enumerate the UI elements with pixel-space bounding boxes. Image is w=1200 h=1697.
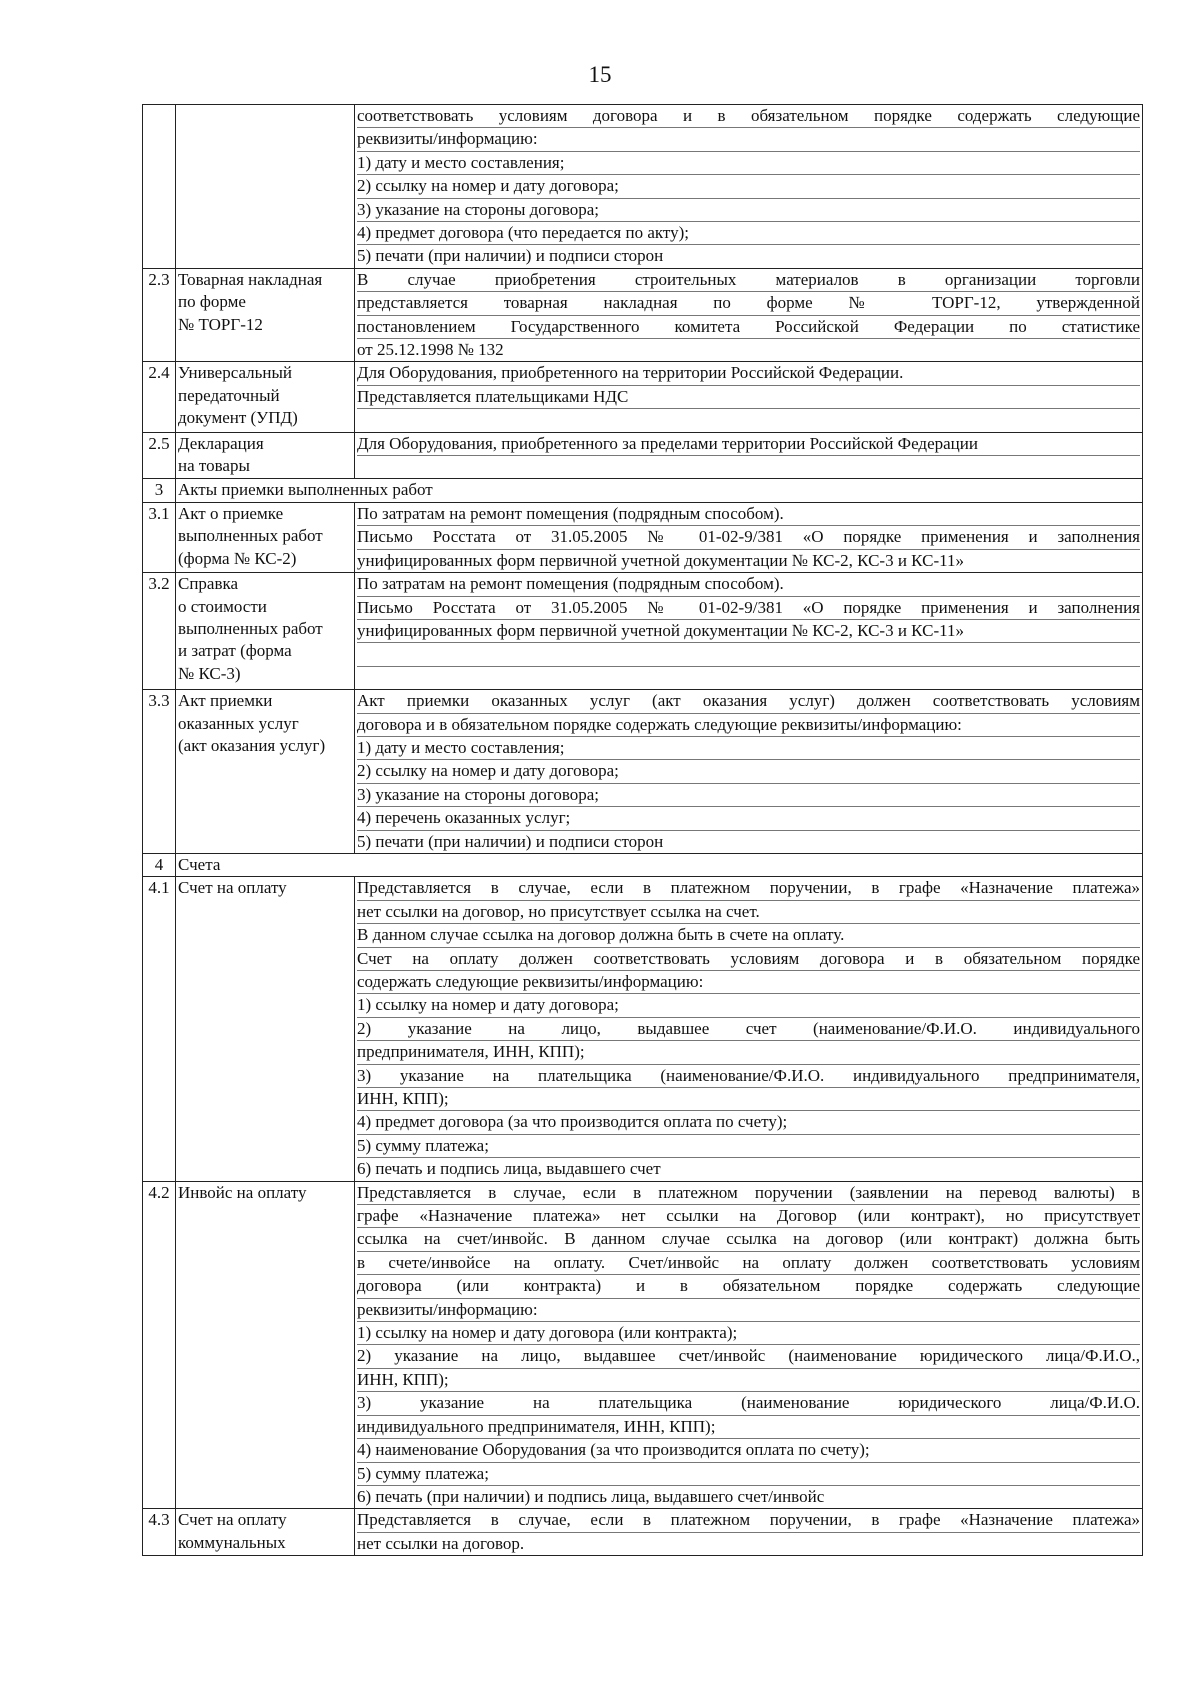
requirement-line: 2) ссылку на номер и дату договора; (357, 760, 1140, 783)
requirement-line: реквизиты/информацию: (357, 1299, 1140, 1322)
requirement-line: постановлением Государственного комитета Российской Федерации по статистике (357, 316, 1140, 339)
document-name-line: Акт о приемке (178, 503, 284, 523)
requirement-line: ИНН, КПП); (357, 1369, 1140, 1392)
requirement-line: 1) дату и место составления; (357, 737, 1140, 760)
document-requirements (355, 690, 1143, 854)
requirement-line: Акт приемки оказанных услуг (акт оказания услуг) должен соответствовать условиям (357, 690, 1140, 713)
row-number: 3.1 (143, 502, 176, 572)
row-number: 4.2 (143, 1181, 176, 1509)
section-row (143, 853, 1143, 876)
document-requirements (355, 432, 1143, 479)
table-row (143, 1181, 1143, 1509)
document-name (176, 268, 355, 362)
requirement-line: нет ссылки на договор, но присутствует ссылка на счет. (357, 901, 1140, 924)
document-requirements (355, 573, 1143, 690)
requirement-line: Представляется в случае, если в платежном поручении, в графе «Назначение платежа» (357, 1509, 1140, 1532)
row-number: 2.3 (143, 268, 176, 362)
requirement-line: Представляется в случае, если в платежном поручении, в графе «Назначение платежа» (357, 877, 1140, 900)
document-name-line: Товарная накладная (178, 269, 323, 289)
row-number (143, 105, 176, 269)
requirement-line: 1) дату и место составления; (357, 152, 1140, 175)
document-name (176, 877, 355, 1181)
page-number: 15 (588, 62, 612, 87)
section-row (143, 479, 1143, 502)
document-name (176, 690, 355, 854)
requirement-line: 4) предмет договора (что передается по акту); (357, 222, 1140, 245)
section-title: Акты приемки выполненных работ (176, 479, 1143, 502)
document-name (176, 362, 355, 432)
requirement-line: договора (или контракта) и в обязательном порядке содержать следующие (357, 1275, 1140, 1298)
requirement-line: от 25.12.1998 № 132 (357, 340, 504, 360)
requirement-line: 3) указание на плательщика (наименование юридического лица/Ф.И.О. (357, 1392, 1140, 1415)
document-name-line: Счет на оплату (178, 1510, 287, 1530)
requirement-line: 2) ссылку на номер и дату договора; (357, 175, 1140, 198)
row-number: 4.1 (143, 877, 176, 1181)
table-row (143, 1509, 1143, 1556)
requirement-line: графе «Назначение платежа» нет ссылки на Договор (или контракт), но присутствует (357, 1205, 1140, 1228)
document-name (176, 573, 355, 690)
requirement-line: 5) печати (при наличии) и подписи сторон (357, 246, 664, 266)
requirement-line: 2) указание на лицо, выдавшее счет (наименование/Ф.И.О. индивидуального (357, 1018, 1140, 1041)
table-row (143, 877, 1143, 1181)
requirement-line: Письмо Росстата от 31.05.2005 № 01-02-9/381 «О порядке применения и заполнения (357, 597, 1140, 620)
document-name (176, 1509, 355, 1556)
table-row (143, 502, 1143, 572)
requirement-line: 1) ссылку на номер и дату договора (или контракта); (357, 1322, 1140, 1345)
document-name-line: Декларация (178, 433, 264, 453)
document-requirements (355, 268, 1143, 362)
row-number: 3 (143, 479, 176, 502)
requirement-line: 6) печать (при наличии) и подпись лица, выдавшего счет/инвойс (357, 1486, 825, 1506)
document-name-line: № ТОРГ-12 (178, 314, 263, 334)
requirement-line: реквизиты/информацию: (357, 128, 1140, 151)
document-name-line: о стоимости (178, 596, 267, 616)
requirement-line: Представляется в случае, если в платежном поручении (заявлении на перевод валюты) в (357, 1182, 1140, 1205)
document-requirements (355, 502, 1143, 572)
requirement-line (357, 409, 1140, 431)
row-number: 2.5 (143, 432, 176, 479)
document-name-line: на товары (178, 456, 250, 476)
document-name-line: по форме (178, 292, 246, 312)
document-requirements (355, 362, 1143, 432)
document-name-line: и затрат (форма (178, 641, 292, 661)
requirement-line: 2) указание на лицо, выдавшее счет/инвойс (наименование юридического лица/Ф.И.О., (357, 1345, 1140, 1368)
requirement-line (357, 667, 1140, 689)
requirement-line (357, 643, 1140, 666)
section-title: Счета (176, 853, 1143, 876)
requirement-line: 3) указание на стороны договора; (357, 199, 1140, 222)
document-name-line: Счет на оплату (178, 878, 287, 898)
requirement-line: Для Оборудования, приобретенного на территории Российской Федерации. (357, 362, 1140, 385)
requirement-line: Счет на оплату должен соответствовать условиям договора и в обязательном порядке (357, 948, 1140, 971)
row-number: 3.3 (143, 690, 176, 854)
table-row (143, 268, 1143, 362)
row-number: 4.3 (143, 1509, 176, 1556)
document-name-line: Справка (178, 574, 239, 594)
document-name-line: (форма № КС-2) (178, 548, 297, 568)
table-row (143, 432, 1143, 479)
document-name-line: Универсальный (178, 363, 293, 383)
requirement-line: унифицированных форм первичной учетной документации № КС-2, КС-3 и КС-11» (357, 620, 1140, 643)
requirement-line: соответствовать условиям договора и в обязательном порядке содержать следующие (357, 105, 1140, 128)
requirement-line: 3) указание на стороны договора; (357, 784, 1140, 807)
table-row (143, 690, 1143, 854)
requirement-line: ИНН, КПП); (357, 1088, 1140, 1111)
row-number: 3.2 (143, 573, 176, 690)
document-name-line: документ (УПД) (178, 408, 298, 428)
document-name (176, 432, 355, 479)
document-requirements (355, 105, 1143, 269)
document-name-line: № КС-3) (178, 663, 241, 683)
row-number: 4 (143, 853, 176, 876)
requirement-line: нет ссылки на договор. (357, 1533, 525, 1553)
requirement-line: По затратам на ремонт помещения (подрядным способом). (357, 573, 1140, 596)
requirement-line: 5) сумму платежа; (357, 1463, 1140, 1486)
requirement-line: Представляется плательщиками НДС (357, 386, 1140, 409)
document-name-line: (акт оказания услуг) (178, 735, 326, 755)
table-row (143, 573, 1143, 690)
requirement-line: По затратам на ремонт помещения (подрядным способом). (357, 503, 1140, 526)
requirement-line: унифицированных форм первичной учетной документации № КС-2, КС-3 и КС-11» (357, 550, 964, 570)
requirement-line: Для Оборудования, приобретенного за пределами территории Российской Федерации (357, 433, 1140, 456)
requirement-line: содержать следующие реквизиты/информацию: (357, 971, 1140, 994)
table-row (143, 362, 1143, 432)
requirement-line: индивидуального предпринимателя, ИНН, КПП); (357, 1416, 1140, 1439)
requirement-line: 5) сумму платежа; (357, 1135, 1140, 1158)
document-requirements (355, 1509, 1143, 1556)
requirement-line: 3) указание на плательщика (наименование/Ф.И.О. индивидуального предпринимателя, (357, 1065, 1140, 1088)
document-name-line: Инвойс на оплату (178, 1182, 307, 1202)
document-name-line: коммунальных (178, 1532, 286, 1552)
requirement-line (357, 456, 1140, 478)
table-row (143, 105, 1143, 269)
requirement-line: 6) печать и подпись лица, выдавшего счет (357, 1159, 661, 1179)
requirement-line: в счете/инвойсе на оплату. Счет/инвойс на оплату должен соответствовать условиям (357, 1252, 1140, 1275)
document-name-line: передаточный (178, 385, 280, 405)
requirement-line: 4) перечень оказанных услуг; (357, 807, 1140, 830)
document-requirements (355, 1181, 1143, 1509)
document-name (176, 502, 355, 572)
document-name (176, 105, 355, 269)
requirement-line: 4) предмет договора (за что производится оплата по счету); (357, 1111, 1140, 1134)
requirement-line: предпринимателя, ИНН, КПП); (357, 1041, 1140, 1064)
requirement-line: 4) наименование Оборудования (за что производится оплата по счету); (357, 1439, 1140, 1462)
document-requirements (355, 877, 1143, 1181)
requirement-line: 5) печати (при наличии) и подписи сторон (357, 831, 664, 851)
row-number: 2.4 (143, 362, 176, 432)
document-name-line: выполненных работ (178, 526, 323, 546)
requirement-line: В случае приобретения строительных материалов в организации торговли (357, 269, 1140, 292)
document-name (176, 1181, 355, 1509)
requirement-line: ссылка на счет/инвойс. В данном случае ссылка на договор (или контракт) должна быть (357, 1228, 1140, 1251)
document-name-line: оказанных услуг (178, 713, 299, 733)
requirement-line: представляется товарная накладная по форме № ТОРГ-12, утвержденной (357, 292, 1140, 315)
document-name-line: Акт приемки (178, 691, 273, 711)
requirement-line: В данном случае ссылка на договор должна быть в счете на оплату. (357, 924, 1140, 947)
requirement-line: договора и в обязательном порядке содержать следующие реквизиты/информацию: (357, 714, 1140, 737)
requirement-line: Письмо Росстата от 31.05.2005 № 01-02-9/381 «О порядке применения и заполнения (357, 526, 1140, 549)
requirements-table (142, 104, 1143, 1556)
document-name-line: выполненных работ (178, 618, 323, 638)
requirement-line: 1) ссылку на номер и дату договора; (357, 994, 1140, 1017)
